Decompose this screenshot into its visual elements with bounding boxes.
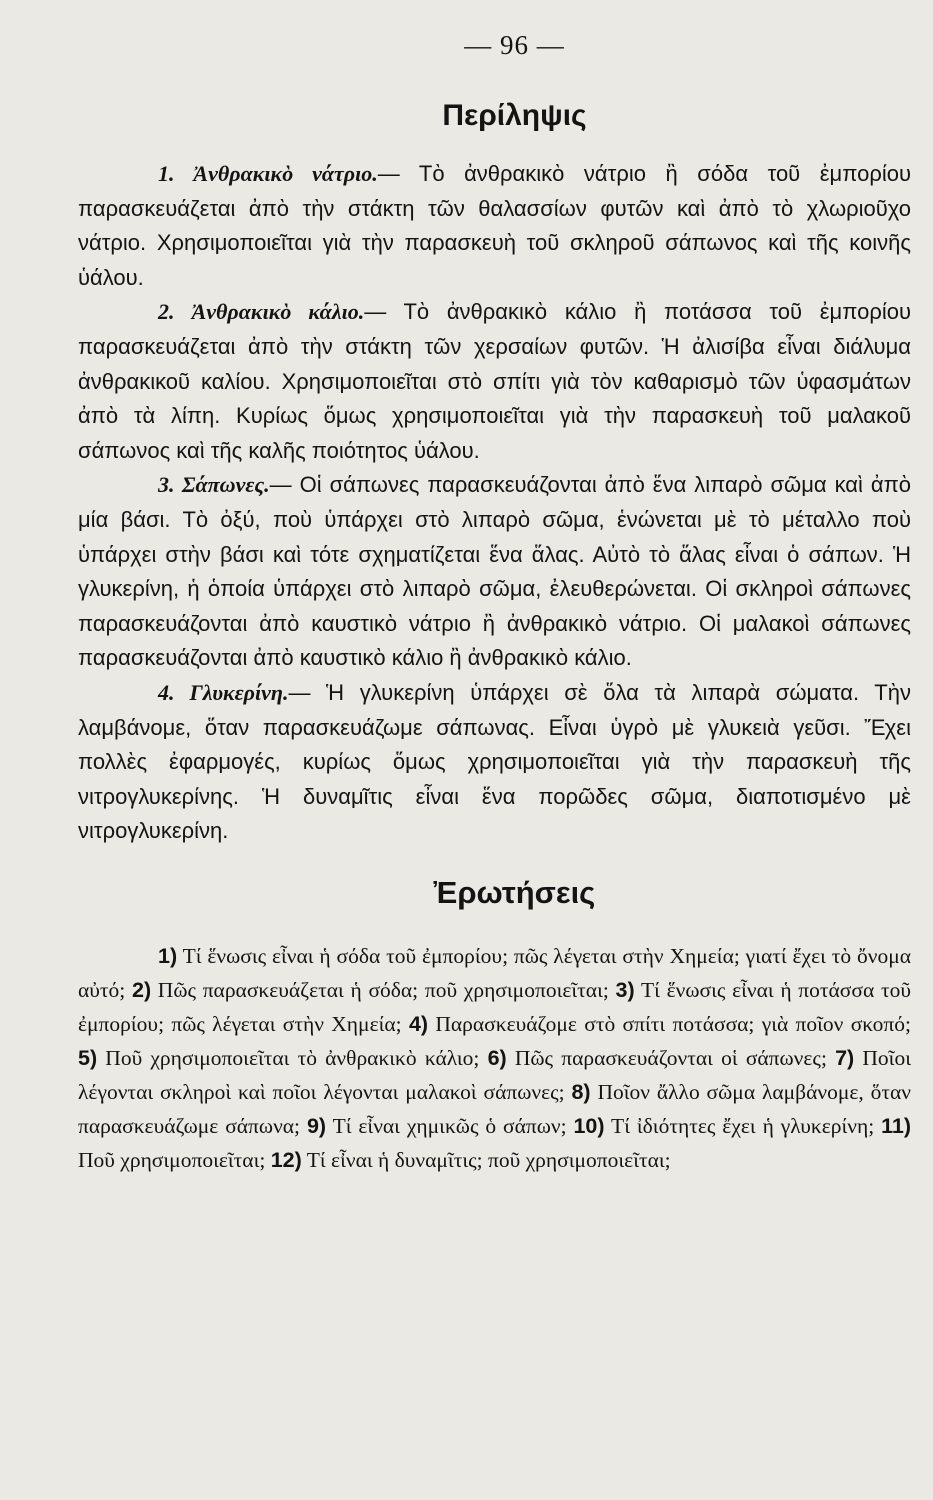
- question-text: Ποῖον ἄλλο σῶμα λαμβάνομε, ὅταν παρασκευάζωμε σάπωνα;: [78, 1079, 911, 1138]
- question-number: 6): [487, 1045, 507, 1070]
- summary-text: — Οἱ σάπωνες παρασκευάζονται ἀπὸ ἕνα λιπαρὸ σῶμα καὶ ἀπὸ μία βάσι. Τὸ ὀξύ, ποὺ ὑπάρχει στὸ λιπαρὸ σῶμα, ἑνώνεται μὲ τὸ μέταλλο ποὺ ὑπάρχει στὴν βάσι καὶ τότε σχηματίζεται ἕνα ἅλας. Αὐτὸ τὸ ἅλας εἶναι ὁ σάπων. Ἡ γλυκερίνη, ἡ ὁποία ὑπάρχει στὸ λιπαρὸ σῶμα, ἐλευθερώνεται. Οἱ σκληροὶ σάπωνες παρασκευάζονται ἀπὸ καυστικὸ νάτριο ἢ ἀνθρακικὸ νάτριο. Οἱ μαλακοὶ σάπωνες παρασκευάζονται ἀπὸ καυστικὸ κάλιο ἢ ἀνθρακικὸ κάλιο.: [78, 472, 912, 671]
- summary-term: 2. Ἀνθρακικὸ κάλιο.: [158, 299, 365, 325]
- summary-term: 1. Ἀνθρακικὸ νάτριο.: [158, 161, 378, 186]
- question-text: Πῶς παρασκευάζεται ἡ σόδα; ποῦ χρησιμοποιεῖται;: [151, 977, 616, 1002]
- question-text: Τί ἕνωσις εἶναι ἡ σόδα τοῦ ἐμπορίου; πῶς λέγεται στὴν Χημεία; γιατί ἔχει τὸ ὄνομα αὐτό;: [78, 943, 911, 1002]
- summary-section: [78, 157, 911, 849]
- question-text: Τί εἶναι ἡ δυναμῖτις; ποῦ χρησιμοποιεῖται;: [301, 1147, 671, 1172]
- question-number: 7): [835, 1045, 855, 1070]
- summary-paragraph: [78, 468, 911, 676]
- summary-text: — Τὸ ἀνθρακικὸ νάτριο ἢ σόδα τοῦ ἐμπορίου παρασκευάζεται ἀπὸ τὴν στάκτη τῶν θαλασσίων φυτῶν καὶ ἀπὸ τὸ χλωριοῦχο νάτριο. Χρησιμοποιεῖται γιὰ τὴν παρασκευὴ τοῦ σκληροῦ σάπωνος καὶ τῆς κοινῆς ὑάλου.: [78, 161, 911, 290]
- questions-section: [78, 939, 911, 1177]
- question-number: 1): [158, 943, 178, 968]
- question-number: 3): [615, 977, 635, 1002]
- summary-paragraph: [78, 676, 911, 849]
- summary-term: 4. Γλυκερίνη.: [158, 679, 289, 705]
- questions-paragraph: [78, 939, 911, 1177]
- question-number: 9): [306, 1113, 327, 1138]
- question-number: 2): [131, 977, 152, 1002]
- question-text: Παρασκευάζομε στὸ σπίτι ποτάσσα; γιὰ ποῖον σκοπό;: [428, 1011, 911, 1036]
- questions-heading: Ἐρωτήσεις: [433, 874, 596, 910]
- question-number: 11): [881, 1113, 911, 1138]
- summary-paragraph: [78, 295, 911, 468]
- summary-paragraph: [78, 157, 911, 295]
- question-text: Ποῖοι λέγονται σκληροὶ καὶ ποῖοι λέγονται μαλακοὶ σάπωνες;: [78, 1045, 911, 1104]
- question-text: Τί ἕνωσις εἶναι ἡ ποτάσσα τοῦ ἐμπορίου; πῶς λέγεται στὴν Χημεία;: [78, 977, 911, 1036]
- question-text: Τί εἶναι χημικῶς ὁ σάπων;: [326, 1113, 574, 1138]
- page-number: — 96 —: [464, 30, 565, 60]
- question-text: Πῶς παρασκευάζονται οἱ σάπωνες;: [506, 1045, 836, 1070]
- summary-heading: Περίληψις: [442, 99, 587, 132]
- summary-text: — Τὸ ἀνθρακικὸ κάλιο ἢ ποτάσσα τοῦ ἐμπορίου παρασκευάζεται ἀπὸ τὴν στάκτη τῶν χερσαίων φυτῶν. Ἡ ἀλισίβα εἶναι διάλυμα ἀνθρακικοῦ καλίου. Χρησιμοποιεῖται στὸ σπίτι γιὰ τὸν καθαρισμὸ τῶν ὑφασμάτων ἀπὸ τὰ λίπη. Κυρίως ὅμως χρησιμοποιεῖται γιὰ τὴν παρασκευὴ τοῦ μαλακοῦ σάπωνος καὶ τῆς καλῆς ποιότητος ὑάλου.: [78, 299, 911, 463]
- question-number: 8): [571, 1079, 591, 1104]
- question-number: 4): [408, 1011, 429, 1036]
- question-text: Ποῦ χρησιμοποιεῖται;: [78, 1147, 271, 1172]
- question-text: Τί ἰδιότητες ἔχει ἡ γλυκερίνη;: [604, 1113, 882, 1138]
- summary-term: 3. Σάπωνες.: [158, 472, 270, 498]
- question-number: 5): [78, 1045, 98, 1070]
- question-number: 10): [573, 1113, 605, 1138]
- question-text: Ποῦ χρησιμοποιεῖται τὸ ἀνθρακικὸ κάλιο;: [97, 1045, 488, 1070]
- question-number: 12): [270, 1147, 302, 1172]
- summary-text: — Ἡ γλυκερίνη ὑπάρχει σὲ ὅλα τὰ λιπαρὰ σώματα. Τὴν λαμβάνομε, ὅταν παρασκευάζωμε σάπωνας. Εἶναι ὑγρὸ μὲ γλυκειὰ γεῦσι. Ἔχει πολλὲς ἐφαρμογές, κυρίως ὅμως χρησιμοποιεῖται γιὰ τὴν παρασκευὴ τῆς νιτρογλυκερίνης. Ἡ δυναμῖτις εἶναι ἕνα πορῶδες σῶμα, διαποτισμένο μὲ νιτρογλυκερίνη.: [78, 679, 911, 844]
